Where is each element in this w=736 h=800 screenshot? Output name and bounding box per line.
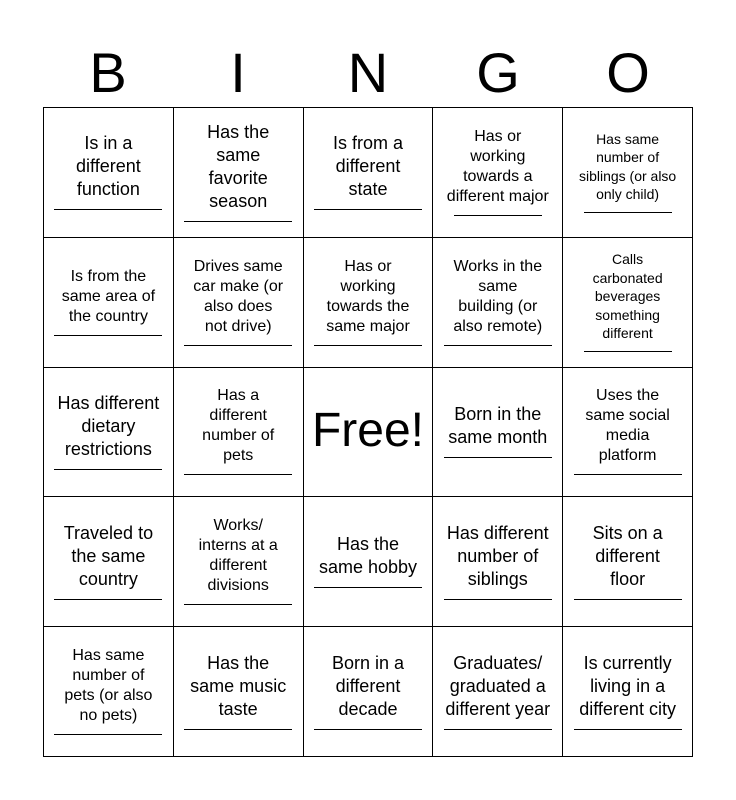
bingo-cell[interactable]: [44, 497, 174, 627]
bingo-cell[interactable]: [563, 627, 693, 757]
bingo-cell[interactable]: [304, 497, 434, 627]
header-letter-b: B: [89, 41, 127, 104]
bingo-cell[interactable]: [433, 238, 563, 368]
bingo-cell[interactable]: [174, 368, 304, 498]
cell-text: Traveled to the same country: [63, 522, 154, 589]
signature-line: [54, 209, 162, 210]
signature-line: [444, 457, 552, 458]
signature-line: [574, 474, 682, 475]
cell-text: Has different dietary restrictions: [57, 392, 160, 459]
free-space[interactable]: [304, 368, 434, 498]
cell-text: Has the same hobby: [318, 534, 418, 578]
bingo-cell[interactable]: [563, 108, 693, 238]
bingo-cell[interactable]: [304, 108, 434, 238]
cell-text: Is in a different function: [76, 133, 141, 200]
signature-line: [54, 599, 162, 600]
bingo-cell[interactable]: [433, 627, 563, 757]
signature-line: [574, 599, 682, 600]
signature-line: [314, 345, 422, 346]
cell-text: Has same number of pets (or also no pets): [64, 647, 153, 725]
cell-text: Works in the same building (or also remote): [453, 257, 543, 335]
bingo-header: [43, 40, 693, 106]
bingo-cell[interactable]: [174, 627, 304, 757]
bingo-cell[interactable]: [44, 368, 174, 498]
header-letter-g: G: [476, 41, 520, 104]
signature-line: [184, 604, 292, 605]
cell-text: Has a different number of pets: [202, 387, 275, 465]
bingo-cell[interactable]: [174, 108, 304, 238]
cell-text: Is currently living in a different city: [579, 652, 676, 719]
signature-line: [584, 351, 672, 352]
signature-line: [184, 345, 292, 346]
signature-line: [444, 345, 552, 346]
cell-text: Works/ interns at a different divisions: [198, 517, 278, 595]
signature-line: [314, 587, 422, 588]
bingo-cell[interactable]: [174, 497, 304, 627]
header-letter-i: I: [230, 41, 246, 104]
signature-line: [584, 212, 672, 213]
signature-line: [574, 729, 682, 730]
signature-line: [184, 729, 292, 730]
cell-text: Born in the same month: [448, 404, 548, 448]
signature-line: [54, 335, 162, 336]
signature-line: [184, 221, 292, 222]
free-space-text: Free!: [311, 403, 424, 457]
signature-line: [444, 729, 552, 730]
cell-text: Calls carbonated beverages something different: [592, 251, 663, 342]
cell-text: Has different number of siblings: [446, 522, 549, 589]
bingo-cell[interactable]: [44, 238, 174, 368]
signature-line: [184, 474, 292, 475]
signature-line: [314, 209, 422, 210]
cell-text: Born in a different decade: [331, 652, 405, 719]
header-letter-o: O: [606, 41, 650, 104]
cell-text: Graduates/ graduated a different year: [445, 652, 551, 719]
bingo-cell[interactable]: [304, 627, 434, 757]
cell-text: Has same number of siblings (or also only child): [578, 130, 677, 203]
bingo-cell[interactable]: [563, 497, 693, 627]
signature-line: [444, 599, 552, 600]
signature-line: [314, 729, 422, 730]
bingo-board: [43, 107, 693, 757]
cell-text: Uses the same social media platform: [585, 387, 670, 465]
cell-text: Is from a different state: [332, 133, 403, 200]
header-letter-n: N: [347, 41, 389, 104]
bingo-cell[interactable]: [44, 108, 174, 238]
signature-line: [54, 469, 162, 470]
signature-line: [454, 215, 542, 216]
bingo-cell[interactable]: [433, 497, 563, 627]
signature-line: [54, 734, 162, 735]
cell-text: Drives same car make (or also does not drive): [193, 257, 284, 335]
cell-text: Has the same music taste: [190, 652, 287, 719]
cell-text: Has or working towards a different major: [446, 127, 549, 205]
bingo-cell[interactable]: [304, 238, 434, 368]
bingo-cell[interactable]: [433, 368, 563, 498]
cell-text: Has or working towards the same major: [326, 257, 410, 335]
bingo-cell[interactable]: [433, 108, 563, 238]
bingo-cell[interactable]: [563, 368, 693, 498]
bingo-cell[interactable]: [44, 627, 174, 757]
bingo-cell[interactable]: [563, 238, 693, 368]
cell-text: Sits on a different floor: [592, 522, 663, 589]
cell-text: Has the same favorite season: [207, 121, 270, 211]
cell-text: Is from the same area of the country: [61, 267, 156, 325]
bingo-cell[interactable]: [174, 238, 304, 368]
